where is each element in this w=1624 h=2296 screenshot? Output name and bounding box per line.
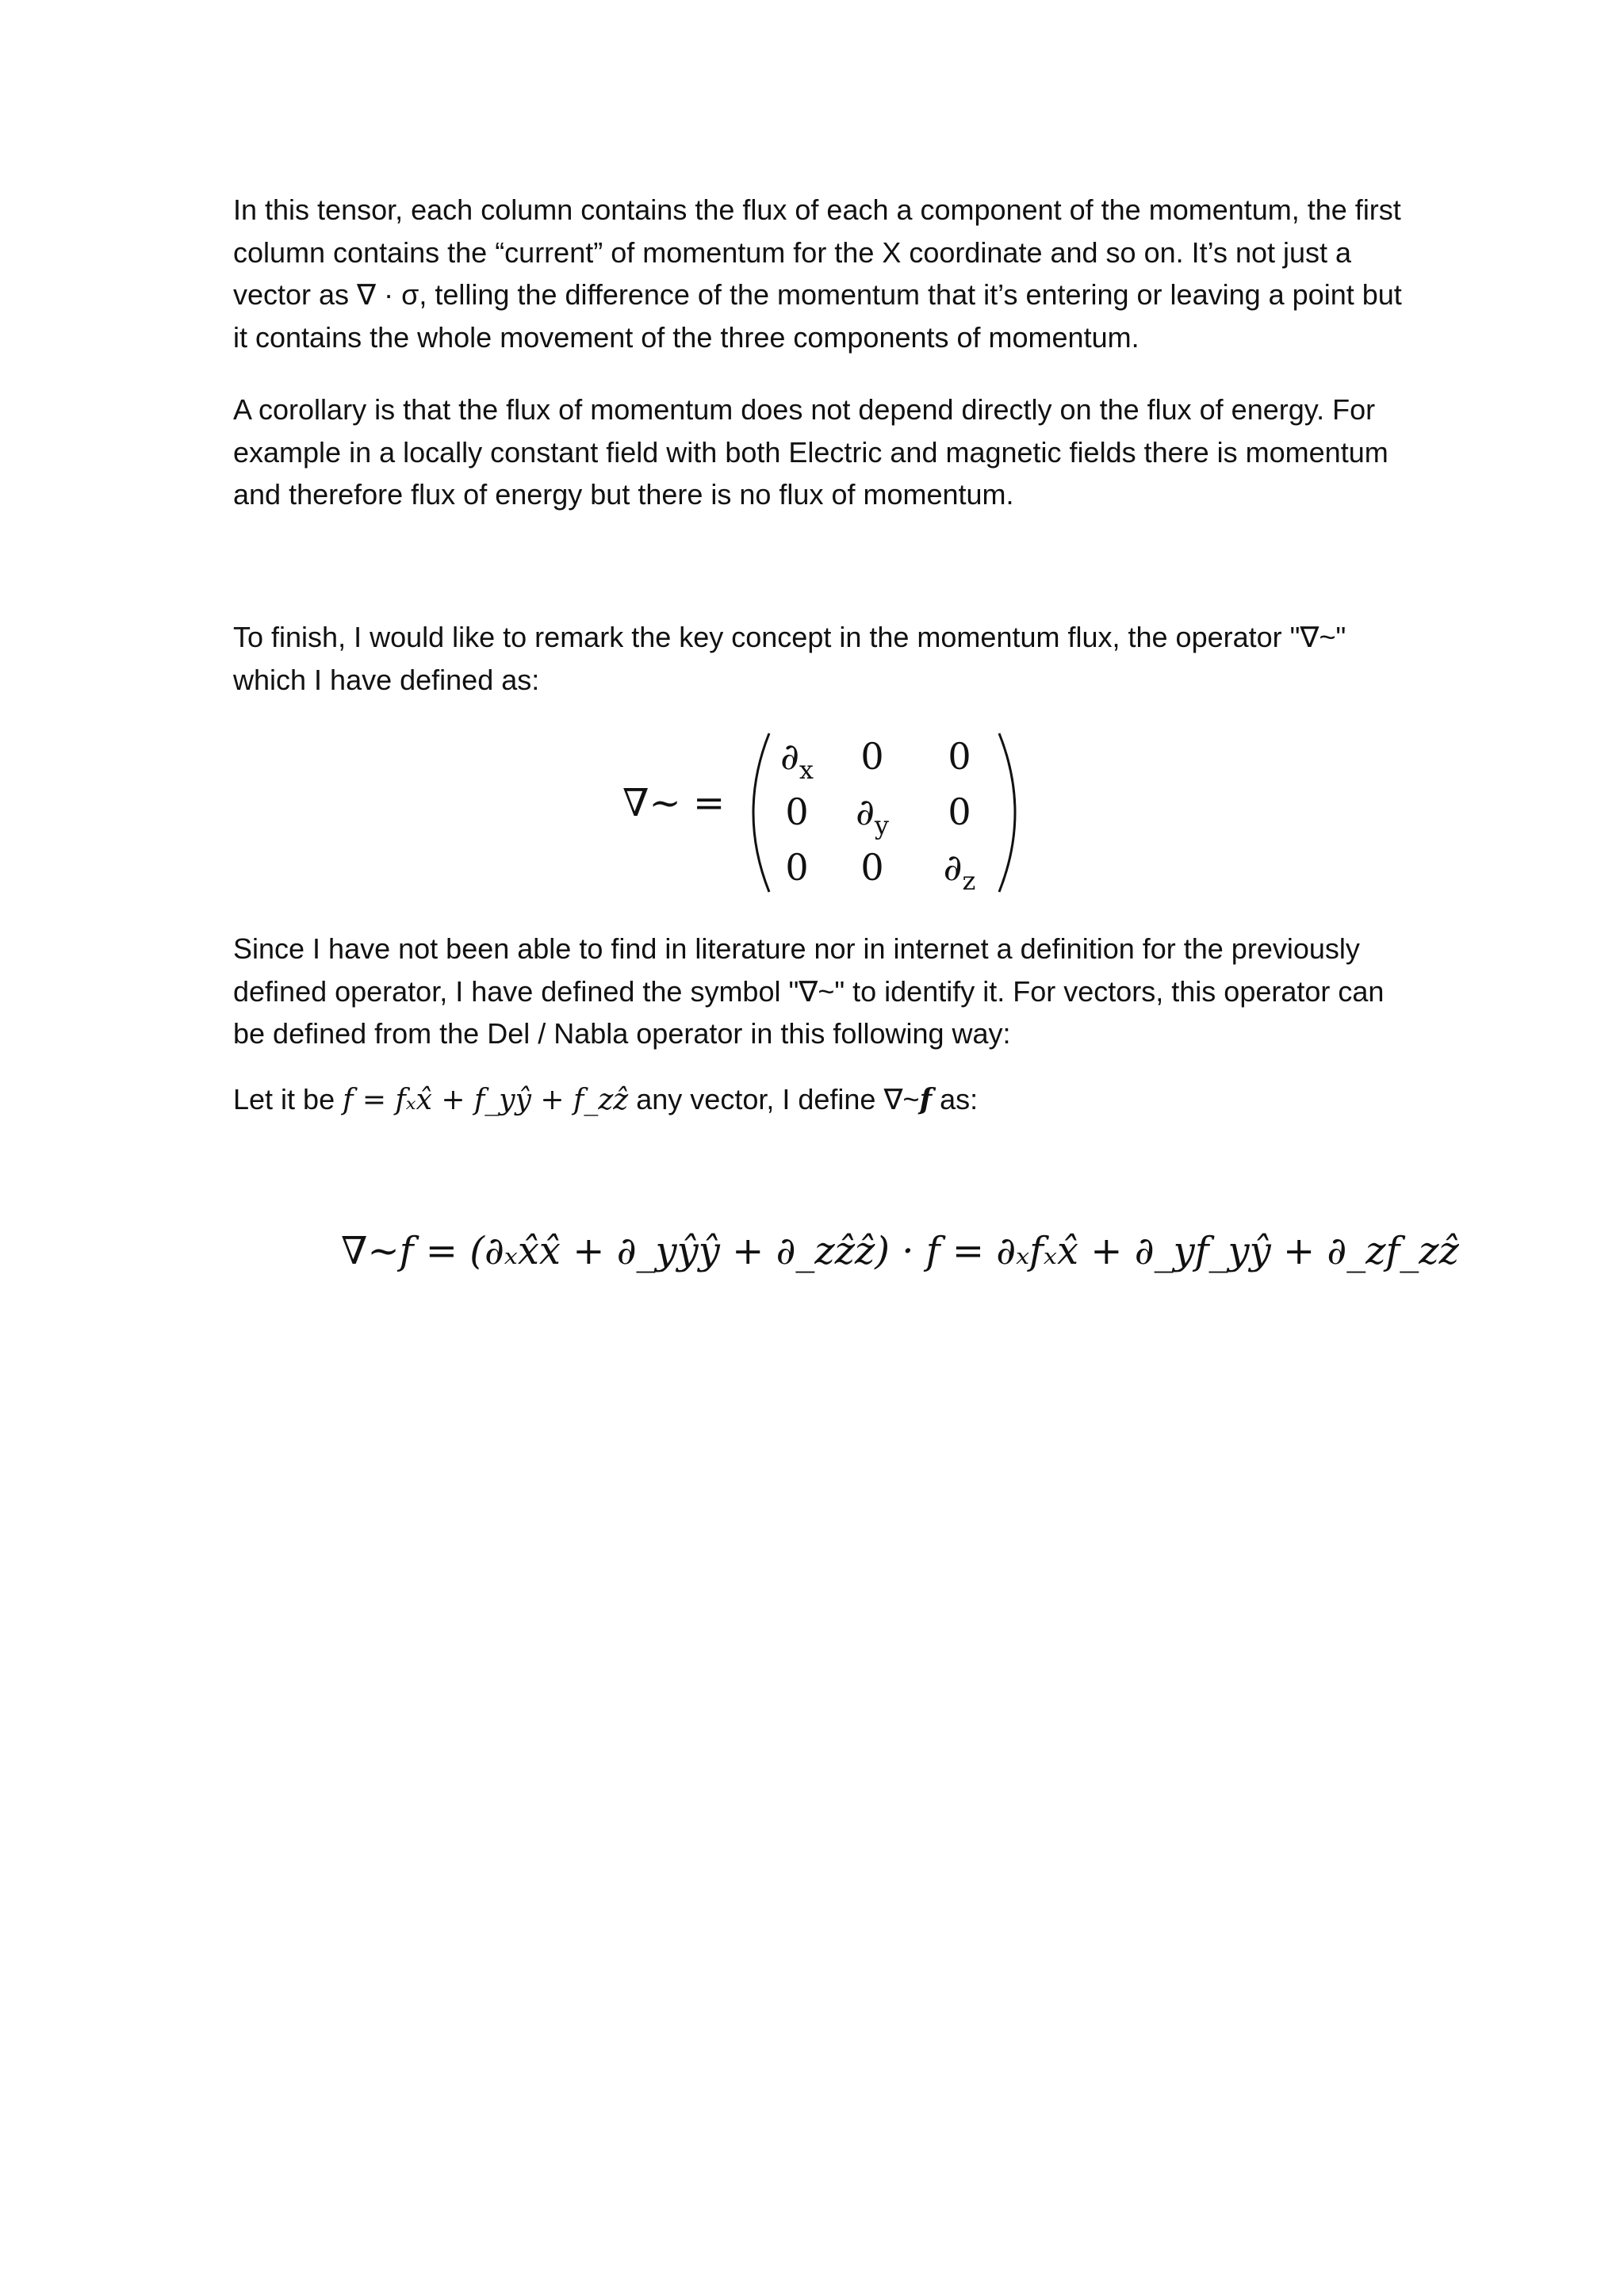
operator-matrix <box>619 725 1031 900</box>
matrix-lhs: ∇~ = <box>622 781 726 825</box>
matrix-cell-r3-c2: 0 <box>860 846 884 889</box>
paragraph-operator-intro: To finish, I would like to remark the key concept in the momentum flux, the operator "∇~" which I have defined as: <box>233 621 1346 696</box>
matrix-left-paren <box>753 733 769 892</box>
p5-middle: any vector, I define ∇~ <box>636 1083 920 1115</box>
vector-f-definition: f = fₓx̂ + f_yŷ + f_zẑ <box>343 1084 629 1116</box>
paragraph-vector-definition <box>233 1078 1407 1122</box>
matrix-cell-r2-c1: 0 <box>785 790 809 833</box>
matrix-cell-r2-c2: $\partial_y$ <box>856 790 889 840</box>
matrix-cell-r3-c3: $\partial_z$ <box>943 846 976 896</box>
matrix-cell-r1-c2: 0 <box>860 735 884 778</box>
matrix-cell-r3-c1: 0 <box>785 846 809 889</box>
matrix-cell-r2-c3: 0 <box>948 790 971 833</box>
matrix-cell-r1-c1: $\partial_x$ <box>780 735 814 785</box>
p5-bold-f: f <box>919 1083 933 1116</box>
p5-suffix: as: <box>940 1083 979 1115</box>
matrix-right-paren <box>999 733 1015 892</box>
paragraph-tensor-flux: In this tensor, each column contains the flux of each a component of the momentum, the first column contains the “current” of momentum for the X coordinate and so on. It’s not just a vector as ∇ · σ, telling the difference of the momentum that it’s entering or leaving a point but it contains the whole movement of the three components of momentum. <box>233 193 1402 354</box>
paragraph-definition-note: Since I have not been able to find in literature nor in internet a definition for the previously defined operator, I have defined the symbol "∇~" to identify it. For vectors, this operator can be defined from the Del / Nabla operator in this following way: <box>233 932 1385 1050</box>
p5-prefix: Let it be <box>233 1083 335 1115</box>
final-equation: ∇~f = (∂ₓx̂x̂ + ∂_yŷŷ + ∂_zẑẑ) · f = ∂ₓfₓx̂ + ∂_yf_yŷ + ∂_zf_zẑ <box>341 1229 1459 1273</box>
matrix-cell-r1-c3: 0 <box>948 735 971 778</box>
operator-matrix-equation <box>619 725 1031 900</box>
paragraph-corollary: A corollary is that the flux of momentum does not depend directly on the flux of energy. For example in a locally constant field with both Electric and magnetic fields there is momentum and therefore flux of energy but there is no flux of momentum. <box>233 393 1388 511</box>
